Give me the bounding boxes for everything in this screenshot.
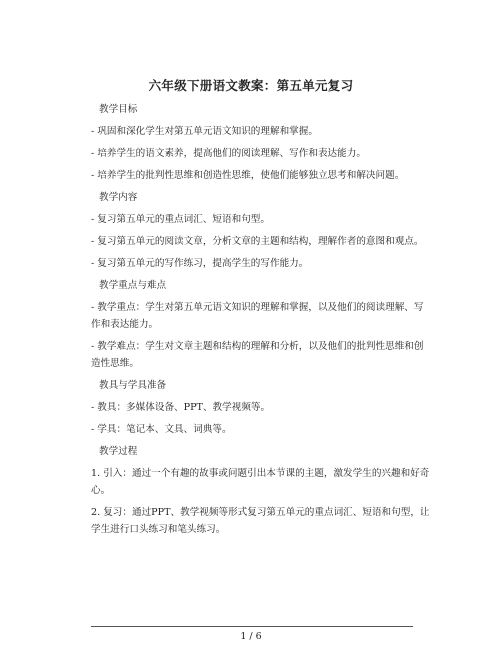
section-heading-key-points: 教学重点与难点 <box>99 280 167 291</box>
content-item-2: - 复习第五单元的阅读文章，分析文章的主题和结构，理解作者的意图和观点。 <box>91 236 424 247</box>
content-item-3: - 复习第五单元的写作练习，提高学生的写作能力。 <box>91 258 309 269</box>
materials-item-1: - 教具：多媒体设备、PPT、教学视频等。 <box>91 402 271 413</box>
objective-item-3: - 培养学生的批判性思维和创造性思维，使他们能够独立思考和解决问题。 <box>91 170 405 181</box>
document-body <box>91 101 433 543</box>
footer-divider <box>91 626 413 627</box>
key-point-item-2: - 教学难点：学生对文章主题和结构的理解和分析，以及他们的批判性思维和创造性思维。 <box>91 341 424 369</box>
section-heading-materials: 教具与学具准备 <box>99 380 167 391</box>
materials-item-2: - 学具：笔记本、文具、词典等。 <box>91 424 232 435</box>
section-heading-process: 教学过程 <box>99 446 138 457</box>
section-heading-content: 教学内容 <box>99 192 138 203</box>
section-heading-objectives: 教学目标 <box>99 104 138 115</box>
process-step-1: 1. 引入：通过一个有趣的故事或问题引出本节课的主题，激发学生的兴趣和好奇心。 <box>91 468 430 496</box>
page-number: 1 / 6 <box>240 631 262 642</box>
objective-item-2: - 培养学生的语文素养，提高他们的阅读理解、写作和表达能力。 <box>91 148 366 159</box>
document-title: 六年级下册语文教案：第五单元复习 <box>148 78 354 93</box>
key-point-item-1: - 教学重点：学生对第五单元语文知识的理解和掌握，以及他们的阅读理解、写作和表达能力。 <box>91 302 424 330</box>
content-item-1: - 复习第五单元的重点词汇、短语和句型。 <box>91 214 270 225</box>
process-step-2: 2. 复习：通过PPT、教学视频等形式复习第五单元的重点词汇、短语和句型，让学生进行口头练习和笔头练习。 <box>91 507 430 535</box>
objective-item-1: - 巩固和深化学生对第五单元语文知识的理解和掌握。 <box>91 126 318 137</box>
